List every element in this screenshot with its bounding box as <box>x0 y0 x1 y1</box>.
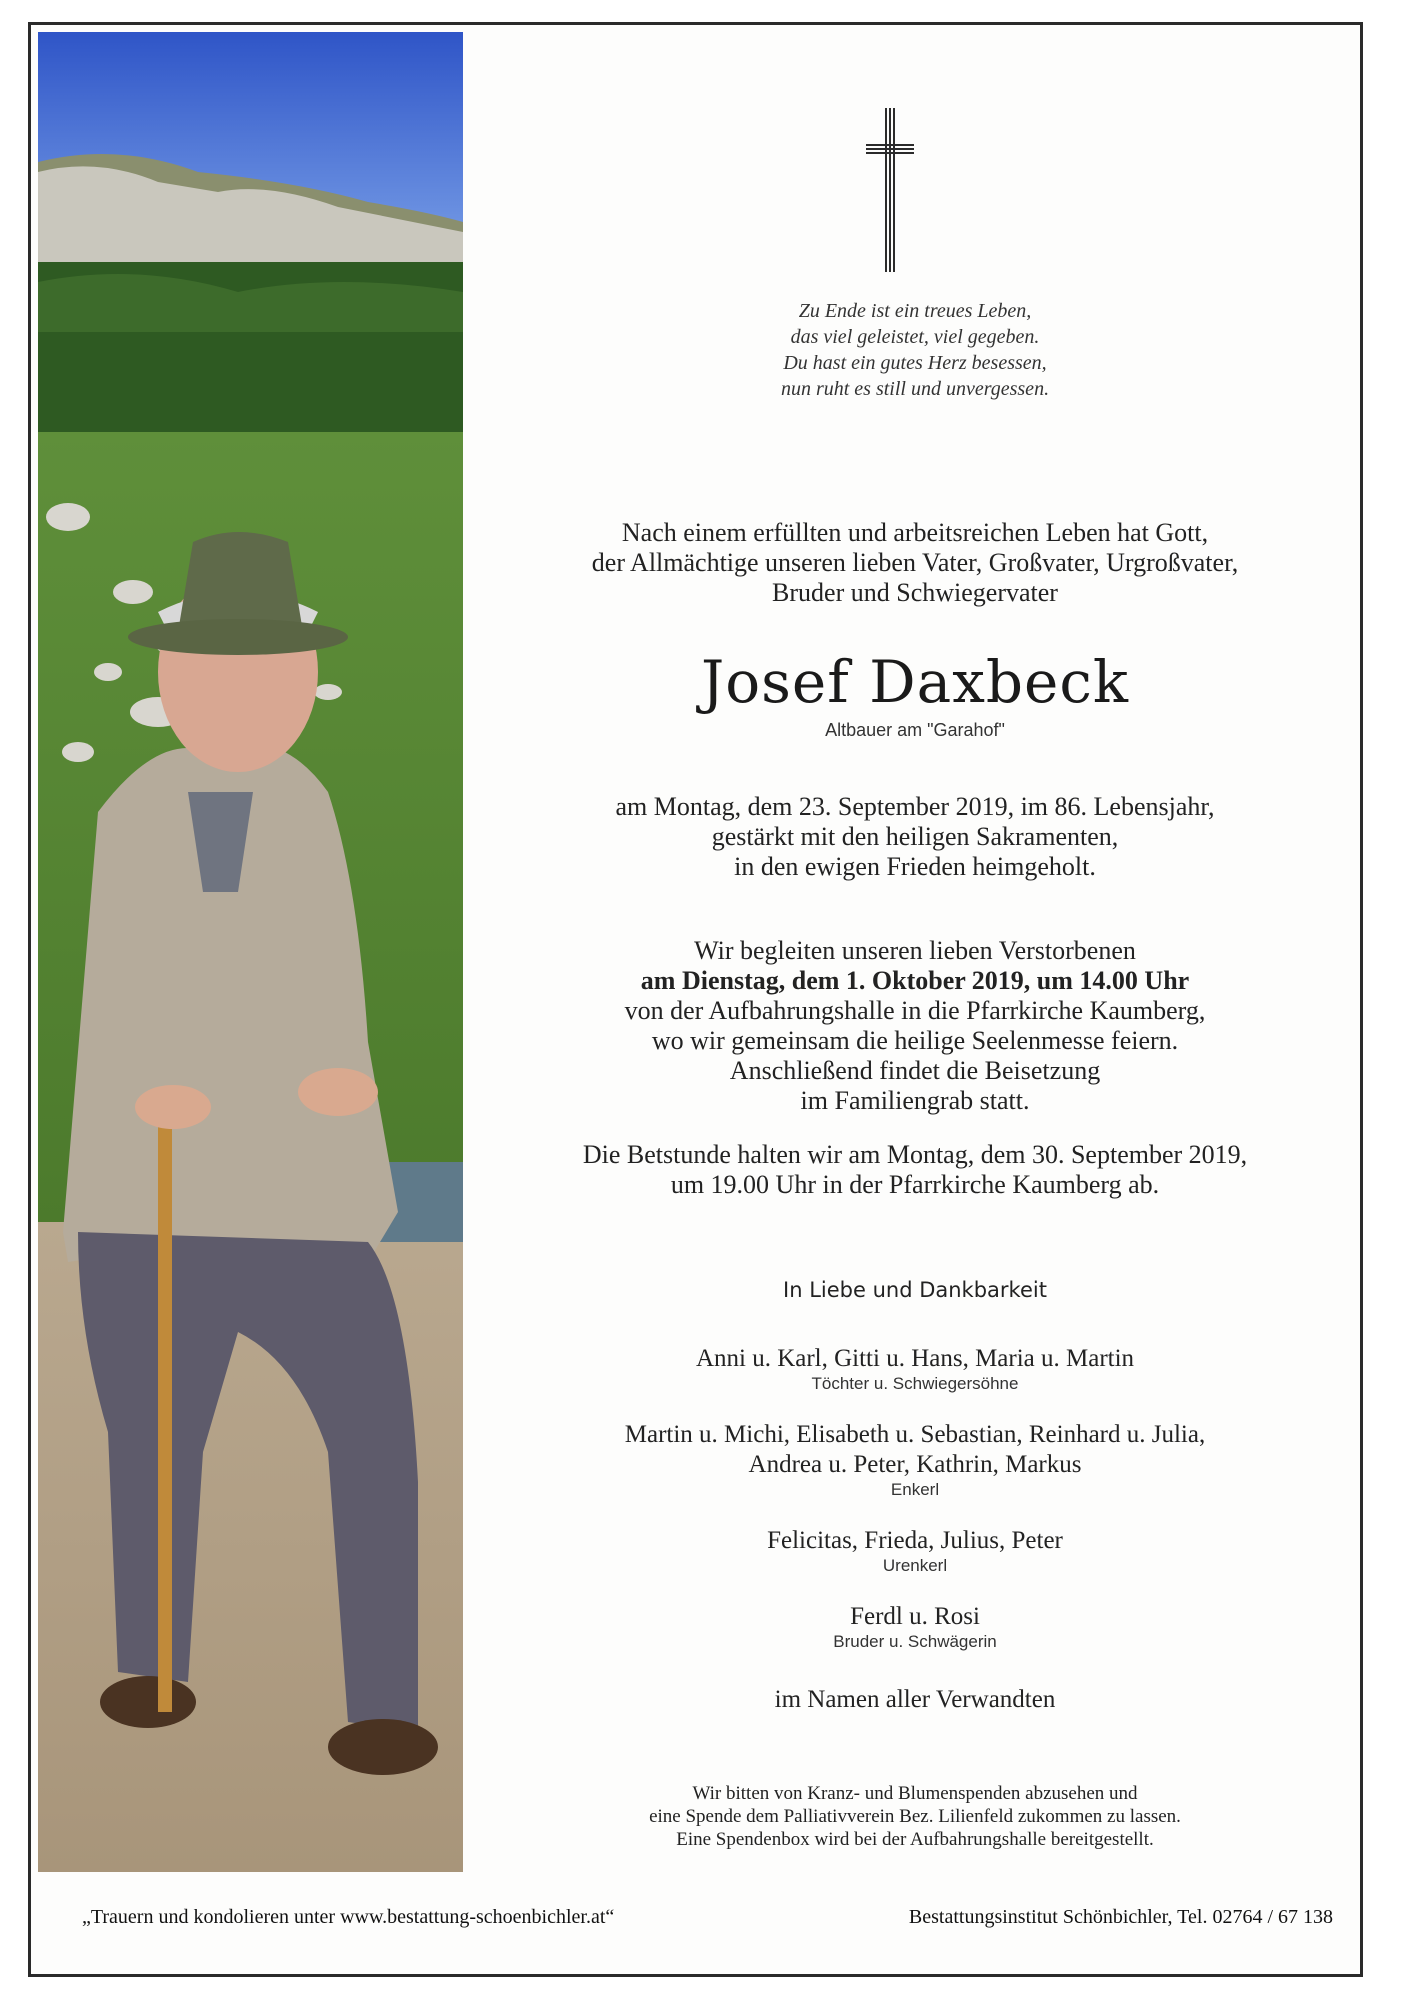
family-names: Felicitas, Frieda, Julius, Peter <box>767 1527 1063 1554</box>
funeral-line: Anschließend findet die Beisetzung <box>729 1056 1101 1085</box>
family-group-grandchildren <box>480 1420 1350 1500</box>
note-line: Wir bitten von Kranz- und Blumenspenden abzusehen und <box>692 1783 1138 1804</box>
note-line: eine Spende dem Palliativverein Bez. Lilienfeld zukommen zu lassen. <box>649 1806 1181 1827</box>
funeral-date: am Dienstag, dem 1. Oktober 2019, um 14.00 Uhr <box>640 966 1190 995</box>
closing-line: im Namen aller Verwandten <box>774 1686 1056 1713</box>
family-relation: Enkerl <box>890 1480 940 1499</box>
death-line: am Montag, dem 23. September 2019, im 86. Lebensjahr, <box>615 792 1215 821</box>
thanks-heading: In Liebe und Dankbarkeit <box>783 1278 1047 1302</box>
intro-line: Bruder und Schwiegervater <box>772 578 1058 607</box>
funeral-line: von der Aufbahrungshalle in die Pfarrkirche Kaumberg, <box>624 996 1206 1025</box>
family-group-siblings <box>480 1602 1350 1652</box>
deceased-role: Altbauer am "Garahof" <box>825 720 1005 740</box>
intro-text <box>480 518 1350 608</box>
verse-line: Du hast ein gutes Herz besessen, <box>783 352 1047 374</box>
family-group-great-grandchildren <box>480 1526 1350 1576</box>
funeral-details <box>480 936 1350 1116</box>
prayer-line: um 19.00 Uhr in der Pfarrkirche Kaumberg ab. <box>670 1170 1160 1199</box>
family-names: Ferdl u. Rosi <box>850 1603 980 1630</box>
memorial-verse <box>480 298 1350 402</box>
donation-note <box>480 1782 1350 1851</box>
family-relation: Bruder u. Schwägerin <box>833 1632 997 1651</box>
prayer-hour <box>480 1140 1350 1200</box>
family-names: Anni u. Karl, Gitti u. Hans, Maria u. Martin <box>695 1345 1135 1372</box>
funeral-line: wo wir gemeinsam die heilige Seelenmesse feiern. <box>651 1026 1179 1055</box>
verse-line: Zu Ende ist ein treues Leben, <box>798 300 1032 322</box>
intro-line: der Allmächtige unseren lieben Vater, Großvater, Urgroßvater, <box>591 548 1239 577</box>
family-group-children <box>480 1344 1350 1394</box>
funeral-line: im Familiengrab statt. <box>800 1086 1030 1115</box>
portrait-photo <box>38 32 463 1872</box>
family-names: Andrea u. Peter, Kathrin, Markus <box>748 1451 1082 1478</box>
verse-line: das viel geleistet, viel gegeben. <box>790 326 1040 348</box>
funeral-line: Wir begleiten unseren lieben Verstorbenen <box>694 936 1136 965</box>
funeral-home-contact: Bestattungsinstitut Schönbichler, Tel. 02764 / 67 138 <box>908 1906 1333 1928</box>
family-relation: Urenkerl <box>882 1556 948 1575</box>
death-notice <box>480 792 1350 882</box>
death-line: in den ewigen Frieden heimgeholt. <box>734 852 1096 881</box>
prayer-line: Die Betstunde halten wir am Montag, dem 30. September 2019, <box>582 1140 1248 1169</box>
death-line: gestärkt mit den heiligen Sakramenten, <box>711 822 1119 851</box>
cross-icon <box>866 108 914 272</box>
note-line: Eine Spendenbox wird bei der Aufbahrungshalle bereitgestellt. <box>676 1829 1154 1850</box>
family-names: Martin u. Michi, Elisabeth u. Sebastian, Reinhard u. Julia, <box>624 1421 1206 1448</box>
deceased-name: Josef Daxbeck <box>700 648 1130 716</box>
family-relation: Töchter u. Schwiegersöhne <box>811 1374 1019 1393</box>
intro-line: Nach einem erfüllten und arbeitsreichen Leben hat Gott, <box>621 518 1209 547</box>
condolence-website: „Trauern und kondolieren unter www.bestattung-schoenbichler.at“ <box>82 1906 615 1928</box>
verse-line: nun ruht es still und unvergessen. <box>780 378 1050 400</box>
